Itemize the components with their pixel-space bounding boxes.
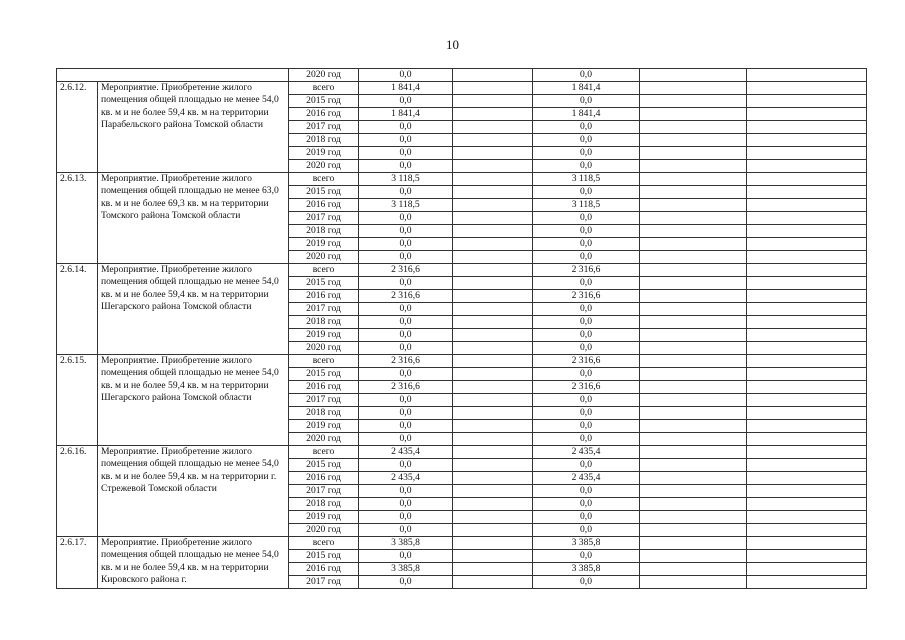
table-row xyxy=(57,264,867,277)
extra-cell xyxy=(747,381,867,394)
extra-cell xyxy=(747,407,867,420)
federal-cell xyxy=(453,251,533,264)
extra-cell xyxy=(747,446,867,459)
federal-cell xyxy=(453,498,533,511)
local-cell xyxy=(640,368,747,381)
period-cell: 2020 год xyxy=(289,433,359,446)
period-cell: всего xyxy=(289,355,359,368)
local-cell xyxy=(640,459,747,472)
total-cell: 0,0 xyxy=(359,576,453,589)
local-cell xyxy=(640,433,747,446)
federal-cell xyxy=(453,563,533,576)
item-code: 2.6.16. xyxy=(57,446,98,537)
regional-cell: 1 841,4 xyxy=(533,108,640,121)
federal-cell xyxy=(453,407,533,420)
table-row xyxy=(57,355,867,368)
item-code: 2.6.17. xyxy=(57,537,98,589)
total-cell: 2 435,4 xyxy=(359,446,453,459)
local-cell xyxy=(640,277,747,290)
total-cell: 2 316,6 xyxy=(359,381,453,394)
total-cell: 0,0 xyxy=(359,459,453,472)
local-cell xyxy=(640,264,747,277)
extra-cell xyxy=(747,537,867,550)
item-code: 2.6.13. xyxy=(57,173,98,264)
period-cell: 2020 год xyxy=(289,251,359,264)
extra-cell xyxy=(747,108,867,121)
total-cell: 0,0 xyxy=(359,121,453,134)
extra-cell xyxy=(747,433,867,446)
local-cell xyxy=(640,550,747,563)
period-cell: 2015 год xyxy=(289,277,359,290)
total-cell: 0,0 xyxy=(359,225,453,238)
total-cell: 2 316,6 xyxy=(359,355,453,368)
extra-cell xyxy=(747,186,867,199)
federal-cell xyxy=(453,277,533,290)
total-cell: 0,0 xyxy=(359,95,453,108)
total-cell: 0,0 xyxy=(359,134,453,147)
extra-cell xyxy=(747,511,867,524)
regional-cell: 3 385,8 xyxy=(533,537,640,550)
period-cell: 2020 год xyxy=(289,69,359,82)
table-row xyxy=(57,173,867,186)
total-cell: 3 118,5 xyxy=(359,199,453,212)
local-cell xyxy=(640,212,747,225)
local-cell xyxy=(640,121,747,134)
federal-cell xyxy=(453,355,533,368)
extra-cell xyxy=(747,290,867,303)
local-cell xyxy=(640,147,747,160)
federal-cell xyxy=(453,134,533,147)
period-cell: 2016 год xyxy=(289,472,359,485)
total-cell: 0,0 xyxy=(359,147,453,160)
period-cell: 2019 год xyxy=(289,420,359,433)
regional-cell: 0,0 xyxy=(533,407,640,420)
extra-cell xyxy=(747,472,867,485)
period-cell: 2018 год xyxy=(289,407,359,420)
extra-cell xyxy=(747,368,867,381)
local-cell xyxy=(640,173,747,186)
local-cell xyxy=(640,186,747,199)
federal-cell xyxy=(453,95,533,108)
federal-cell xyxy=(453,264,533,277)
period-cell: 2017 год xyxy=(289,485,359,498)
federal-cell xyxy=(453,238,533,251)
total-cell: 0,0 xyxy=(359,550,453,563)
local-cell xyxy=(640,342,747,355)
extra-cell xyxy=(747,264,867,277)
federal-cell xyxy=(453,173,533,186)
extra-cell xyxy=(747,95,867,108)
table-row xyxy=(57,537,867,550)
extra-cell xyxy=(747,303,867,316)
extra-cell xyxy=(747,459,867,472)
local-cell xyxy=(640,511,747,524)
regional-cell: 2 316,6 xyxy=(533,355,640,368)
federal-cell xyxy=(453,82,533,95)
total-cell: 0,0 xyxy=(359,498,453,511)
local-cell xyxy=(640,303,747,316)
federal-cell xyxy=(453,381,533,394)
period-cell: 2016 год xyxy=(289,563,359,576)
local-cell xyxy=(640,69,747,82)
federal-cell xyxy=(453,433,533,446)
federal-cell xyxy=(453,225,533,238)
regional-cell: 0,0 xyxy=(533,459,640,472)
regional-cell: 0,0 xyxy=(533,550,640,563)
period-cell: 2015 год xyxy=(289,459,359,472)
total-cell: 0,0 xyxy=(359,511,453,524)
total-cell: 0,0 xyxy=(359,251,453,264)
regional-cell: 0,0 xyxy=(533,277,640,290)
regional-cell: 2 316,6 xyxy=(533,381,640,394)
local-cell xyxy=(640,472,747,485)
extra-cell xyxy=(747,238,867,251)
federal-cell xyxy=(453,316,533,329)
period-cell: 2018 год xyxy=(289,225,359,238)
extra-cell xyxy=(747,524,867,537)
period-cell: 2015 год xyxy=(289,368,359,381)
federal-cell xyxy=(453,472,533,485)
period-cell: 2020 год xyxy=(289,524,359,537)
extra-cell xyxy=(747,485,867,498)
total-cell: 2 435,4 xyxy=(359,472,453,485)
regional-cell: 0,0 xyxy=(533,329,640,342)
extra-cell xyxy=(747,134,867,147)
regional-cell: 0,0 xyxy=(533,238,640,251)
federal-cell xyxy=(453,537,533,550)
period-cell: всего xyxy=(289,173,359,186)
period-cell: 2020 год xyxy=(289,342,359,355)
regional-cell: 2 435,4 xyxy=(533,472,640,485)
total-cell: 0,0 xyxy=(359,238,453,251)
regional-cell: 2 316,6 xyxy=(533,290,640,303)
local-cell xyxy=(640,316,747,329)
period-cell: 2016 год xyxy=(289,290,359,303)
extra-cell xyxy=(747,121,867,134)
local-cell xyxy=(640,485,747,498)
federal-cell xyxy=(453,420,533,433)
regional-cell: 0,0 xyxy=(533,316,640,329)
total-cell: 0,0 xyxy=(359,420,453,433)
local-cell xyxy=(640,108,747,121)
federal-cell xyxy=(453,394,533,407)
item-code: 2.6.12. xyxy=(57,82,98,173)
regional-cell: 2 435,4 xyxy=(533,446,640,459)
total-cell: 0,0 xyxy=(359,329,453,342)
federal-cell xyxy=(453,160,533,173)
extra-cell xyxy=(747,82,867,95)
table-row xyxy=(57,446,867,459)
table-row xyxy=(57,82,867,95)
federal-cell xyxy=(453,290,533,303)
item-description: Мероприятие. Приобретение жилого помещения общей площадью не менее 54,0 кв. м и не более 59,4 кв. м на территории Кировского района г. xyxy=(98,537,289,589)
regional-cell: 0,0 xyxy=(533,342,640,355)
total-cell: 1 841,4 xyxy=(359,82,453,95)
total-cell: 0,0 xyxy=(359,277,453,290)
extra-cell xyxy=(747,173,867,186)
federal-cell xyxy=(453,212,533,225)
local-cell xyxy=(640,95,747,108)
total-cell: 0,0 xyxy=(359,316,453,329)
period-cell: 2019 год xyxy=(289,511,359,524)
total-cell: 0,0 xyxy=(359,524,453,537)
local-cell xyxy=(640,524,747,537)
federal-cell xyxy=(453,446,533,459)
total-cell: 3 385,8 xyxy=(359,537,453,550)
period-cell: 2018 год xyxy=(289,498,359,511)
local-cell xyxy=(640,82,747,95)
extra-cell xyxy=(747,277,867,290)
extra-cell xyxy=(747,576,867,589)
federal-cell xyxy=(453,511,533,524)
local-cell xyxy=(640,498,747,511)
code-cell xyxy=(57,69,289,82)
federal-cell xyxy=(453,199,533,212)
extra-cell xyxy=(747,251,867,264)
extra-cell xyxy=(747,147,867,160)
period-cell: 2015 год xyxy=(289,186,359,199)
regional-cell: 0,0 xyxy=(533,160,640,173)
regional-cell: 0,0 xyxy=(533,134,640,147)
item-description: Мероприятие. Приобретение жилого помещения общей площадью не менее 63,0 кв. м и не более 69,3 кв. м на территории Томского района Томской области xyxy=(98,173,289,264)
federal-cell xyxy=(453,69,533,82)
regional-cell: 0,0 xyxy=(533,95,640,108)
total-cell: 0,0 xyxy=(359,160,453,173)
item-code: 2.6.15. xyxy=(57,355,98,446)
regional-cell: 0,0 xyxy=(533,251,640,264)
period-cell: 2018 год xyxy=(289,316,359,329)
regional-cell: 0,0 xyxy=(533,511,640,524)
extra-cell xyxy=(747,329,867,342)
total-cell: 0,0 xyxy=(359,394,453,407)
regional-cell: 0,0 xyxy=(533,394,640,407)
total-cell: 0,0 xyxy=(359,303,453,316)
local-cell xyxy=(640,563,747,576)
period-cell: 2019 год xyxy=(289,147,359,160)
local-cell xyxy=(640,446,747,459)
period-cell: 2019 год xyxy=(289,238,359,251)
local-cell xyxy=(640,225,747,238)
period-cell: 2017 год xyxy=(289,212,359,225)
period-cell: всего xyxy=(289,264,359,277)
regional-cell: 0,0 xyxy=(533,368,640,381)
local-cell xyxy=(640,329,747,342)
federal-cell xyxy=(453,368,533,381)
federal-cell xyxy=(453,485,533,498)
local-cell xyxy=(640,576,747,589)
total-cell: 1 841,4 xyxy=(359,108,453,121)
total-cell: 3 118,5 xyxy=(359,173,453,186)
period-cell: всего xyxy=(289,446,359,459)
total-cell: 2 316,6 xyxy=(359,290,453,303)
total-cell: 0,0 xyxy=(359,342,453,355)
period-cell: 2019 год xyxy=(289,329,359,342)
extra-cell xyxy=(747,160,867,173)
total-cell: 0,0 xyxy=(359,485,453,498)
local-cell xyxy=(640,160,747,173)
federal-cell xyxy=(453,459,533,472)
local-cell xyxy=(640,251,747,264)
regional-cell: 0,0 xyxy=(533,420,640,433)
local-cell xyxy=(640,134,747,147)
item-description: Мероприятие. Приобретение жилого помещения общей площадью не менее 54,0 кв. м и не более 59,4 кв. м на территории Шегарского района Томской области xyxy=(98,355,289,446)
extra-cell xyxy=(747,550,867,563)
total-cell: 0,0 xyxy=(359,212,453,225)
extra-cell xyxy=(747,355,867,368)
federal-cell xyxy=(453,342,533,355)
local-cell xyxy=(640,394,747,407)
item-description: Мероприятие. Приобретение жилого помещения общей площадью не менее 54,0 кв. м и не более 59,4 кв. м на территории Шегарского района Томской области xyxy=(98,264,289,355)
regional-cell: 0,0 xyxy=(533,69,640,82)
extra-cell xyxy=(747,316,867,329)
regional-cell: 3 118,5 xyxy=(533,199,640,212)
federal-cell xyxy=(453,303,533,316)
regional-cell: 3 385,8 xyxy=(533,563,640,576)
extra-cell xyxy=(747,199,867,212)
federal-cell xyxy=(453,329,533,342)
regional-cell: 1 841,4 xyxy=(533,82,640,95)
local-cell xyxy=(640,355,747,368)
federal-cell xyxy=(453,186,533,199)
total-cell: 0,0 xyxy=(359,433,453,446)
total-cell: 0,0 xyxy=(359,69,453,82)
regional-cell: 0,0 xyxy=(533,225,640,238)
total-cell: 0,0 xyxy=(359,186,453,199)
extra-cell xyxy=(747,394,867,407)
period-cell: 2016 год xyxy=(289,381,359,394)
page-number: 10 xyxy=(446,37,459,52)
local-cell xyxy=(640,238,747,251)
period-cell: всего xyxy=(289,537,359,550)
period-cell: 2017 год xyxy=(289,394,359,407)
period-cell: 2015 год xyxy=(289,550,359,563)
extra-cell xyxy=(747,342,867,355)
regional-cell: 0,0 xyxy=(533,524,640,537)
federal-cell xyxy=(453,550,533,563)
federal-cell xyxy=(453,121,533,134)
period-cell: 2016 год xyxy=(289,199,359,212)
regional-cell: 0,0 xyxy=(533,212,640,225)
total-cell: 0,0 xyxy=(359,407,453,420)
item-code: 2.6.14. xyxy=(57,264,98,355)
table-row xyxy=(57,69,867,82)
regional-cell: 0,0 xyxy=(533,121,640,134)
regional-cell: 0,0 xyxy=(533,433,640,446)
period-cell: всего xyxy=(289,82,359,95)
period-cell: 2017 год xyxy=(289,576,359,589)
period-cell: 2018 год xyxy=(289,134,359,147)
federal-cell xyxy=(453,108,533,121)
item-description: Мероприятие. Приобретение жилого помещения общей площадью не менее 54,0 кв. м и не более 59,4 кв. м на территории Парабельского района Томской области xyxy=(98,82,289,173)
item-description: Мероприятие. Приобретение жилого помещения общей площадью не менее 54,0 кв. м и не более 59,4 кв. м на территории г. Стрежевой Томской области xyxy=(98,446,289,537)
financing-table xyxy=(56,68,867,589)
regional-cell: 0,0 xyxy=(533,485,640,498)
federal-cell xyxy=(453,576,533,589)
extra-cell xyxy=(747,225,867,238)
local-cell xyxy=(640,420,747,433)
extra-cell xyxy=(747,69,867,82)
federal-cell xyxy=(453,524,533,537)
total-cell: 3 385,8 xyxy=(359,563,453,576)
total-cell: 0,0 xyxy=(359,368,453,381)
regional-cell: 0,0 xyxy=(533,186,640,199)
regional-cell: 0,0 xyxy=(533,498,640,511)
regional-cell: 3 118,5 xyxy=(533,173,640,186)
period-cell: 2015 год xyxy=(289,95,359,108)
regional-cell: 0,0 xyxy=(533,147,640,160)
total-cell: 2 316,6 xyxy=(359,264,453,277)
period-cell: 2020 год xyxy=(289,160,359,173)
regional-cell: 2 316,6 xyxy=(533,264,640,277)
period-cell: 2017 год xyxy=(289,121,359,134)
local-cell xyxy=(640,199,747,212)
extra-cell xyxy=(747,212,867,225)
table-body xyxy=(57,69,867,589)
extra-cell xyxy=(747,498,867,511)
extra-cell xyxy=(747,420,867,433)
local-cell xyxy=(640,537,747,550)
regional-cell: 0,0 xyxy=(533,303,640,316)
period-cell: 2017 год xyxy=(289,303,359,316)
federal-cell xyxy=(453,147,533,160)
regional-cell: 0,0 xyxy=(533,576,640,589)
local-cell xyxy=(640,381,747,394)
extra-cell xyxy=(747,563,867,576)
local-cell xyxy=(640,407,747,420)
period-cell: 2016 год xyxy=(289,108,359,121)
local-cell xyxy=(640,290,747,303)
